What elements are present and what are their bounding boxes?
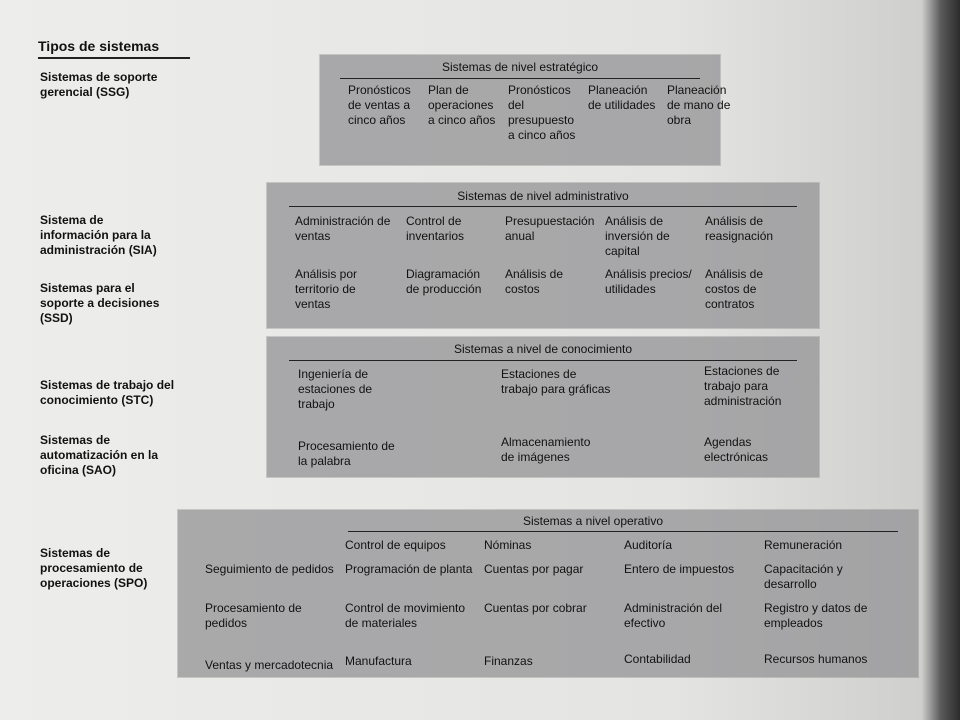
- label-spo: Sistemas de procesamiento de operaciones (SPO): [40, 546, 148, 590]
- strategic-item: Planeación de mano de obra: [667, 83, 731, 127]
- admin-item: Presupuestación anual: [505, 214, 595, 243]
- administrative-rule: [289, 206, 797, 207]
- operational-item: Auditoría: [624, 538, 673, 552]
- knowledge-item: Estaciones de trabajo para gráficas: [501, 367, 611, 396]
- knowledge-rule: [289, 360, 797, 361]
- strategic-header: Sistemas de nivel estratégico: [441, 60, 599, 74]
- knowledge-level-box: [267, 337, 819, 477]
- knowledge-item: Estaciones de trabajo para administración: [704, 364, 782, 408]
- admin-item: Diagramación de producción: [406, 267, 482, 296]
- operational-item: Nóminas: [484, 538, 532, 552]
- admin-item: Análisis de costos: [505, 267, 564, 296]
- operational-item: Entero de impuestos: [624, 562, 735, 576]
- knowledge-header: Sistemas a nivel de conocimiento: [453, 342, 633, 356]
- administrative-level-box: [267, 183, 819, 328]
- admin-item: Control de inventarios: [406, 214, 465, 243]
- operational-item: Cuentas por pagar: [484, 562, 584, 576]
- area-label-accounting: Contabilidad: [624, 652, 691, 666]
- knowledge-item: Almacenamiento de imágenes: [501, 435, 591, 464]
- operational-rule: [348, 531, 898, 532]
- strategic-item: Pronósticos del presupuesto a cinco años: [508, 83, 576, 142]
- area-label-hr: Recursos humanos: [764, 652, 868, 666]
- label-stc: Sistemas de trabajo del conocimiento (STC): [40, 378, 175, 407]
- strategic-item: Planeación de utilidades: [588, 83, 656, 112]
- page-title: Tipos de sistemas: [38, 38, 160, 54]
- operational-item: Cuentas por cobrar: [484, 601, 587, 615]
- strategic-item: Plan de operaciones a cinco años: [428, 83, 496, 127]
- administrative-header: Sistemas de nivel administrativo: [457, 189, 629, 203]
- admin-item: Análisis precios/ utilidades: [605, 267, 692, 296]
- label-ssg: Sistemas de soporte gerencial (SSG): [40, 70, 158, 99]
- label-ssd: Sistemas para el soporte a decisiones (SSD): [40, 281, 160, 325]
- strategic-item: Pronósticos de ventas a cinco años: [348, 83, 411, 127]
- label-sao: Sistemas de automatización en la oficina (SAO): [40, 433, 159, 477]
- operational-item: Control de equipos: [345, 538, 446, 552]
- knowledge-item: Ingeniería de estaciones de trabajo: [298, 367, 373, 411]
- operational-item: Remuneración: [764, 538, 843, 552]
- strategic-level-box: [320, 55, 731, 165]
- operational-header: Sistemas a nivel operativo: [522, 514, 664, 528]
- admin-item: Análisis de inversión de capital: [605, 214, 670, 258]
- operational-item: Programación de planta: [345, 562, 473, 576]
- title-underline: [38, 57, 190, 59]
- area-label-finance: Finanzas: [484, 654, 533, 668]
- operational-item: Administración del efectivo: [624, 601, 723, 630]
- admin-item: Análisis de costos de contratos: [705, 267, 764, 311]
- operational-item: Capacitación y desarrollo: [764, 562, 843, 591]
- knowledge-item: Agendas electrónicas: [704, 435, 769, 464]
- operational-item: Procesamiento de pedidos: [205, 601, 302, 630]
- operational-item: Control de movimiento de materiales: [345, 601, 466, 630]
- operational-item: Seguimiento de pedidos: [205, 562, 334, 576]
- admin-item: Análisis de reasignación: [705, 214, 774, 243]
- operational-item: Registro y datos de empleados: [764, 601, 868, 630]
- strategic-rule: [340, 78, 700, 79]
- admin-item: Análisis por territorio de ventas: [295, 267, 358, 311]
- knowledge-item: Procesamiento de la palabra: [298, 439, 395, 468]
- admin-item: Administración de ventas: [295, 214, 391, 243]
- operational-level-box: [178, 510, 918, 677]
- area-label-sales: Ventas y mercadotecnia: [205, 658, 334, 672]
- area-label-manufacturing: Manufactura: [345, 654, 412, 668]
- label-sia: Sistema de información para la administración (SIA): [40, 213, 157, 257]
